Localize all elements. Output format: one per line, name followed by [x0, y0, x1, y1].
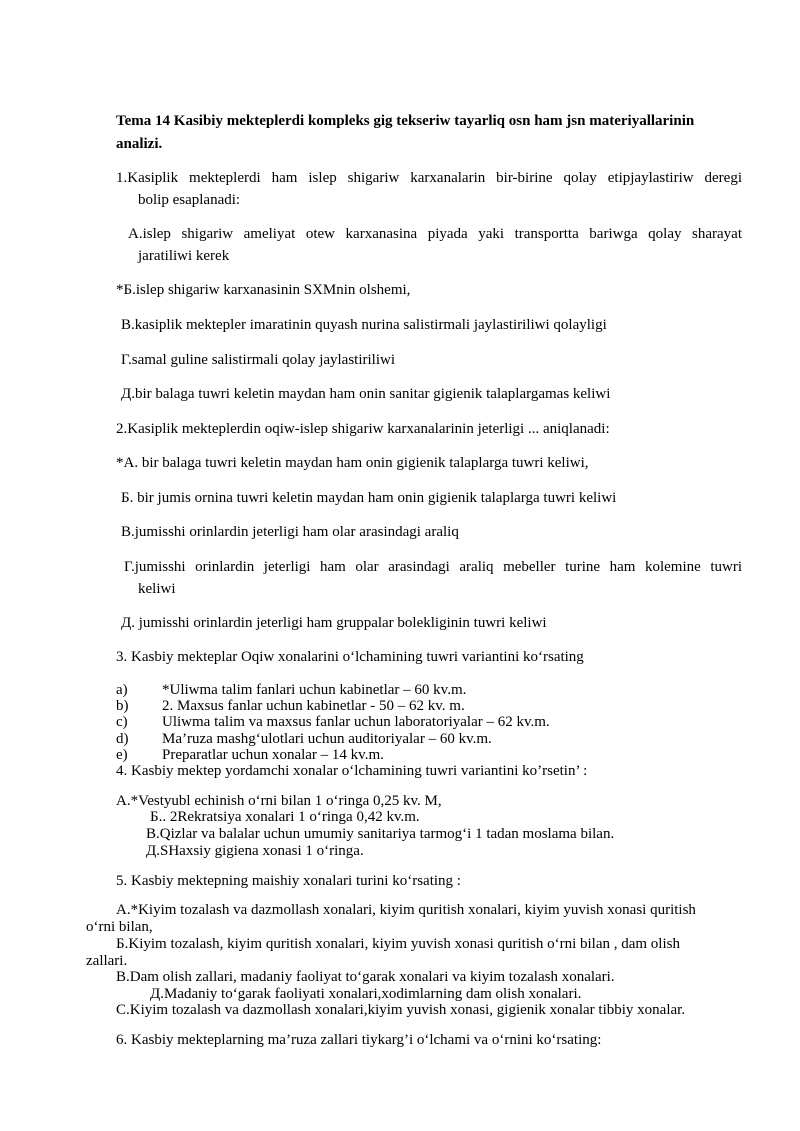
q3-question: 3. Kasbiy mekteplar Oqiw xonalarini o‘lchamining tuwri variantini ko‘rsating [116, 649, 584, 665]
q5-option-b-line-1: Б.Kiyim tozalash, kiyim quritish xonalari, kiyim yuvish xonasi quritish o‘rni bilan , dam olish [116, 936, 680, 952]
q3-option-label: d) [116, 731, 129, 747]
q5-option-c: C.Kiyim tozalash va dazmollash xonalari,kiyim yuvish xonasi, gigienik xonalar tibbiy xonalar. [116, 1002, 686, 1018]
q1-question-line-1: 1.Kasiplik mekteplerdi ham islep shigariw karxanalarin bir-birine qolay etipjaylastiriw deregi [116, 170, 742, 186]
q3-option-text: *Uliwma talim fanlari uchun kabinetlar – 60 kv.m. [162, 682, 467, 698]
q4-option-a: A.*Vestyubl echinish o‘rni bilan 1 o‘ringa 0,25 kv. M, [116, 793, 442, 809]
q2-option-a: *A. bir balaga tuwri keletin maydan ham onin gigienik talaplarga tuwri keliwi, [116, 455, 589, 471]
q1-option-a-line-1: A.islep shigariw ameliyat otew karxanasina piyada yaki transportta bariwga qolay sharayat [128, 226, 742, 242]
q1-question-line-2: bolip esaplanadi: [138, 192, 241, 208]
q4-option-v: В.Qizlar va balalar uchun umumiy sanitariya tarmog‘i 1 tadan moslama bilan. [146, 826, 615, 842]
q3-option-label: e) [116, 747, 128, 763]
q3-option-label: a) [116, 682, 128, 698]
q4-option-b: Б.. 2Rekratsiya xonalari 1 o‘ringa 0,42 kv.m. [150, 809, 420, 825]
q3-option-text: 2. Maxsus fanlar uchun kabinetlar - 50 – 62 kv. m. [162, 698, 465, 714]
q3-option-label: c) [116, 714, 128, 730]
q2-option-g-line-1: Г.jumisshi orinlardin jeterligi ham olar arasindagi araliq mebeller turine ham kolemine tuwri [124, 559, 742, 575]
title-line-1: Tema 14 Kasibiy mekteplerdi kompleks gig tekseriw tayarliq osn ham jsn materiyallarinin [116, 113, 695, 129]
q3-option-text: Ma’ruza mashg‘ulotlari uchun auditoriyalar – 60 kv.m. [162, 731, 492, 747]
title-line-2: analizi. [116, 136, 163, 152]
q2-option-g-line-2: keliwi [138, 581, 176, 597]
q5-option-a-line-1: A.*Kiyim tozalash va dazmollash xonalari, kiyim quritish xonalari, kiyim yuvish xonasi quritish [116, 902, 696, 918]
q5-question: 5. Kasbiy mektepning maishiy xonalari turini ko‘rsating : [116, 873, 461, 889]
q1-option-b: *Б.islep shigariw karxanasinin SXMnin olshemi, [116, 282, 411, 298]
q2-option-b: Б. bir jumis ornina tuwri keletin maydan ham onin gigienik talaplarga tuwri keliwi [121, 490, 617, 506]
q5-option-v: В.Dam olish zallari, madaniy faoliyat to‘garak xonalari va kiyim tozalash xonalari. [116, 969, 615, 985]
q3-option-text: Preparatlar uchun xonalar – 14 kv.m. [162, 747, 384, 763]
q1-option-d: Д.bir balaga tuwri keletin maydan ham onin sanitar gigienik talaplargamas keliwi [121, 386, 611, 402]
q1-option-g: Г.samal guline salistirmali qolay jaylastiriliwi [121, 352, 396, 368]
q1-option-v: В.kasiplik mektepler imaratinin quyash nurina salistirmali jaylastiriliwi qolayligi [121, 317, 607, 333]
q2-question: 2.Kasiplik mekteplerdin oqiw-islep shigariw karxanalarinin jeterligi ... aniqlanadi: [116, 421, 610, 437]
q5-option-d: Д.Madaniy to‘garak faoliyati xonalari,xodimlarning dam olish xonalari. [150, 986, 582, 1002]
q5-option-b-line-2: zallari. [86, 953, 128, 969]
q2-option-d: Д. jumisshi orinlardin jeterligi ham gruppalar bolekliginin tuwri keliwi [121, 615, 547, 631]
q5-option-a-line-2: o‘rni bilan, [86, 919, 153, 935]
q3-option-label: b) [116, 698, 129, 714]
q4-option-d: Д.SHaxsiy gigiena xonasi 1 o‘ringa. [146, 843, 364, 859]
q4-question: 4. Kasbiy mektep yordamchi xonalar o‘lchamining tuwri variantini ko’rsetin’ : [116, 763, 588, 779]
q1-option-a-line-2: jaratiliwi kerek [138, 248, 230, 264]
q6-question: 6. Kasbiy mekteplarning ma’ruza zallari tiykarg’i o‘lchami va o‘rnini ko‘rsating: [116, 1032, 602, 1048]
q2-option-v: В.jumisshi orinlardin jeterligi ham olar arasindagi araliq [121, 524, 459, 540]
q3-option-text: Uliwma talim va maxsus fanlar uchun laboratoriyalar – 62 kv.m. [162, 714, 550, 730]
